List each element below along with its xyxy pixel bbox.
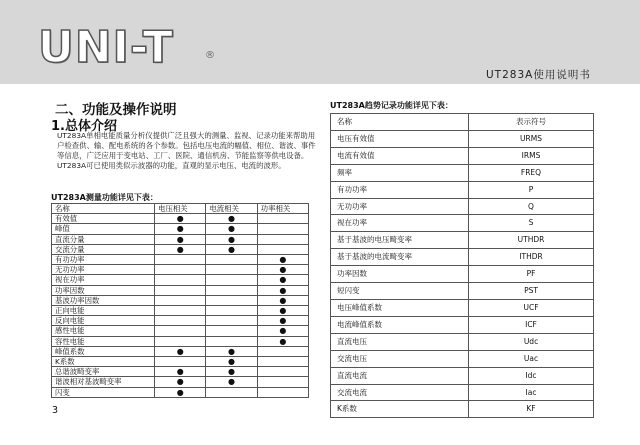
- cell-voltage: [155, 336, 206, 346]
- table-row: [331, 266, 594, 283]
- cell-voltage: ●: [155, 367, 206, 377]
- table-row: [52, 234, 309, 244]
- cell-voltage: ●: [155, 387, 206, 397]
- cell-current: [206, 306, 257, 316]
- table-header-row: [52, 204, 309, 214]
- table-row: [52, 316, 309, 326]
- cell-name: 直流电压: [331, 333, 469, 350]
- cell-current: [206, 316, 257, 326]
- cell-current: ●: [206, 346, 257, 356]
- table-row: [331, 384, 594, 401]
- table-row: [331, 401, 594, 418]
- measure-table-caption: UT283A测量功能详见下表：: [51, 193, 158, 202]
- cell-name: 闪变: [52, 387, 155, 397]
- cell-name: 感性电能: [52, 326, 155, 336]
- cell-current: [206, 387, 257, 397]
- cell-power: [257, 346, 308, 356]
- cell-current: ●: [206, 367, 257, 377]
- table-row: [331, 299, 594, 316]
- cell-voltage: ●: [155, 214, 206, 224]
- table-row: [331, 232, 594, 249]
- cell-power: [257, 377, 308, 387]
- cell-name: 功率因数: [52, 285, 155, 295]
- cell-symbol: Uac: [469, 350, 594, 367]
- table-row: [52, 295, 309, 305]
- table-row: [52, 346, 309, 356]
- cell-voltage: [155, 326, 206, 336]
- subsection-title: 1.总体介绍: [51, 119, 117, 134]
- cell-name: 直流电流: [331, 367, 469, 384]
- cell-name: 有效值: [52, 214, 155, 224]
- cell-name: K系数: [52, 357, 155, 367]
- cell-current: ●: [206, 377, 257, 387]
- table-row: [331, 130, 594, 147]
- cell-voltage: [155, 316, 206, 326]
- cell-name: 交流分量: [52, 244, 155, 254]
- cell-name: 反向电能: [52, 316, 155, 326]
- cell-current: [206, 326, 257, 336]
- cell-current: ●: [206, 214, 257, 224]
- cell-power: ●: [257, 316, 308, 326]
- table-row: [331, 198, 594, 215]
- cell-name: 基于基波的电流畸变率: [331, 249, 469, 266]
- cell-power: ●: [257, 275, 308, 285]
- brand-logo: UNI-T: [38, 22, 174, 73]
- table-row: [52, 275, 309, 285]
- table-row: [52, 336, 309, 346]
- cell-name: 交流电压: [331, 350, 469, 367]
- cell-symbol: KF: [469, 401, 594, 418]
- table-row: [331, 215, 594, 232]
- cell-symbol: ICF: [469, 316, 594, 333]
- manual-title: UT283A使用说明书: [486, 69, 591, 81]
- cell-voltage: [155, 295, 206, 305]
- cell-name: K系数: [331, 401, 469, 418]
- cell-symbol: ITHDR: [469, 249, 594, 266]
- table-row: [331, 350, 594, 367]
- cell-power: [257, 367, 308, 377]
- cell-name: 视在功率: [52, 275, 155, 285]
- cell-power: ●: [257, 265, 308, 275]
- cell-voltage: [155, 306, 206, 316]
- cell-voltage: ●: [155, 244, 206, 254]
- table-header-row: [331, 114, 594, 131]
- cell-symbol: Idc: [469, 367, 594, 384]
- cell-voltage: ●: [155, 346, 206, 356]
- cell-current: ●: [206, 357, 257, 367]
- cell-voltage: ●: [155, 234, 206, 244]
- table-row: [331, 283, 594, 300]
- cell-symbol: S: [469, 215, 594, 232]
- trend-table-caption: UT283A趋势记录功能详见下表：: [330, 101, 453, 110]
- cell-symbol: FREQ: [469, 164, 594, 181]
- cell-name: 峰值: [52, 224, 155, 234]
- cell-name: 短闪变: [331, 283, 469, 300]
- cell-name: 直流分量: [52, 234, 155, 244]
- cell-name: 功率因数: [331, 266, 469, 283]
- cell-voltage: [155, 255, 206, 265]
- table-row: [52, 265, 309, 275]
- cell-name: 视在功率: [331, 215, 469, 232]
- cell-current: ●: [206, 244, 257, 254]
- cell-power: [257, 234, 308, 244]
- cell-current: [206, 255, 257, 265]
- table-row: [331, 333, 594, 350]
- table-row: [52, 224, 309, 234]
- cell-symbol: Udc: [469, 333, 594, 350]
- cell-power: ●: [257, 306, 308, 316]
- cell-name: 有功功率: [331, 181, 469, 198]
- cell-power: [257, 357, 308, 367]
- cell-name: 总谐波畸变率: [52, 367, 155, 377]
- cell-name: 电压峰值系数: [331, 299, 469, 316]
- cell-symbol: PF: [469, 266, 594, 283]
- cell-voltage: [155, 285, 206, 295]
- cell-voltage: [155, 357, 206, 367]
- cell-name: 基于基波的电压畸变率: [331, 232, 469, 249]
- intro-paragraph: UT283A单相电能质量分析仪提供广泛且强大的测量、监视、记录功能来帮助用户检查供、输、配电系统的各个参数。包括电压电流的幅值、相位、谐波、事件等信息，广泛应用于变电站、工厂、医院、通信机房、节能监察等供电设备。UT283A可已使用类似示波器的功能，直观的显示电压、电流的波形。: [57, 131, 316, 170]
- cell-symbol: URMS: [469, 130, 594, 147]
- cell-power: ●: [257, 295, 308, 305]
- cell-current: [206, 275, 257, 285]
- cell-current: [206, 265, 257, 275]
- table-row: [331, 164, 594, 181]
- page-number: 3: [52, 405, 59, 416]
- table-row: [52, 357, 309, 367]
- cell-name: 容性电能: [52, 336, 155, 346]
- cell-symbol: Q: [469, 198, 594, 215]
- section-title: 二、功能及操作说明: [55, 102, 177, 118]
- cell-power: ●: [257, 285, 308, 295]
- header-power: 功率相关: [257, 204, 308, 214]
- cell-power: [257, 214, 308, 224]
- cell-voltage: [155, 275, 206, 285]
- table-row: [331, 249, 594, 266]
- table-row: [52, 387, 309, 397]
- trend-record-table: [330, 113, 594, 418]
- measure-function-table: [51, 203, 309, 398]
- cell-power: ●: [257, 336, 308, 346]
- table-row: [52, 285, 309, 295]
- cell-power: [257, 244, 308, 254]
- cell-name: 电流有效值: [331, 147, 469, 164]
- cell-name: 频率: [331, 164, 469, 181]
- table-row: [52, 306, 309, 316]
- cell-symbol: UTHDR: [469, 232, 594, 249]
- cell-current: ●: [206, 234, 257, 244]
- cell-symbol: UCF: [469, 299, 594, 316]
- table-row: [331, 181, 594, 198]
- cell-power: [257, 224, 308, 234]
- cell-symbol: Iac: [469, 384, 594, 401]
- cell-voltage: [155, 265, 206, 275]
- cell-name: 正向电能: [52, 306, 155, 316]
- cell-name: 无功功率: [52, 265, 155, 275]
- cell-symbol: PST: [469, 283, 594, 300]
- header-symbol: 表示符号: [469, 114, 594, 131]
- cell-name: 电压有效值: [331, 130, 469, 147]
- cell-symbol: IRMS: [469, 147, 594, 164]
- cell-name: 峰值系数: [52, 346, 155, 356]
- header-current: 电流相关: [206, 204, 257, 214]
- registered-mark: ®: [205, 50, 215, 61]
- table-row: [331, 316, 594, 333]
- table-row: [52, 244, 309, 254]
- table-row: [52, 367, 309, 377]
- cell-current: [206, 295, 257, 305]
- cell-current: [206, 285, 257, 295]
- table-row: [331, 367, 594, 384]
- table-row: [52, 326, 309, 336]
- cell-power: ●: [257, 326, 308, 336]
- table-row: [52, 214, 309, 224]
- table-row: [331, 147, 594, 164]
- header-name: 名称: [52, 204, 155, 214]
- cell-symbol: P: [469, 181, 594, 198]
- cell-name: 谐波相对基波畸变率: [52, 377, 155, 387]
- cell-name: 电流峰值系数: [331, 316, 469, 333]
- cell-voltage: ●: [155, 377, 206, 387]
- cell-current: ●: [206, 224, 257, 234]
- header-voltage: 电压相关: [155, 204, 206, 214]
- header-name: 名称: [331, 114, 469, 131]
- cell-name: 交流电流: [331, 384, 469, 401]
- cell-power: [257, 387, 308, 397]
- cell-current: [206, 336, 257, 346]
- cell-voltage: ●: [155, 224, 206, 234]
- cell-name: 无功功率: [331, 198, 469, 215]
- cell-power: ●: [257, 255, 308, 265]
- cell-name: 基波功率因数: [52, 295, 155, 305]
- table-row: [52, 377, 309, 387]
- table-row: [52, 255, 309, 265]
- header-banner: [0, 0, 640, 84]
- cell-name: 有功功率: [52, 255, 155, 265]
